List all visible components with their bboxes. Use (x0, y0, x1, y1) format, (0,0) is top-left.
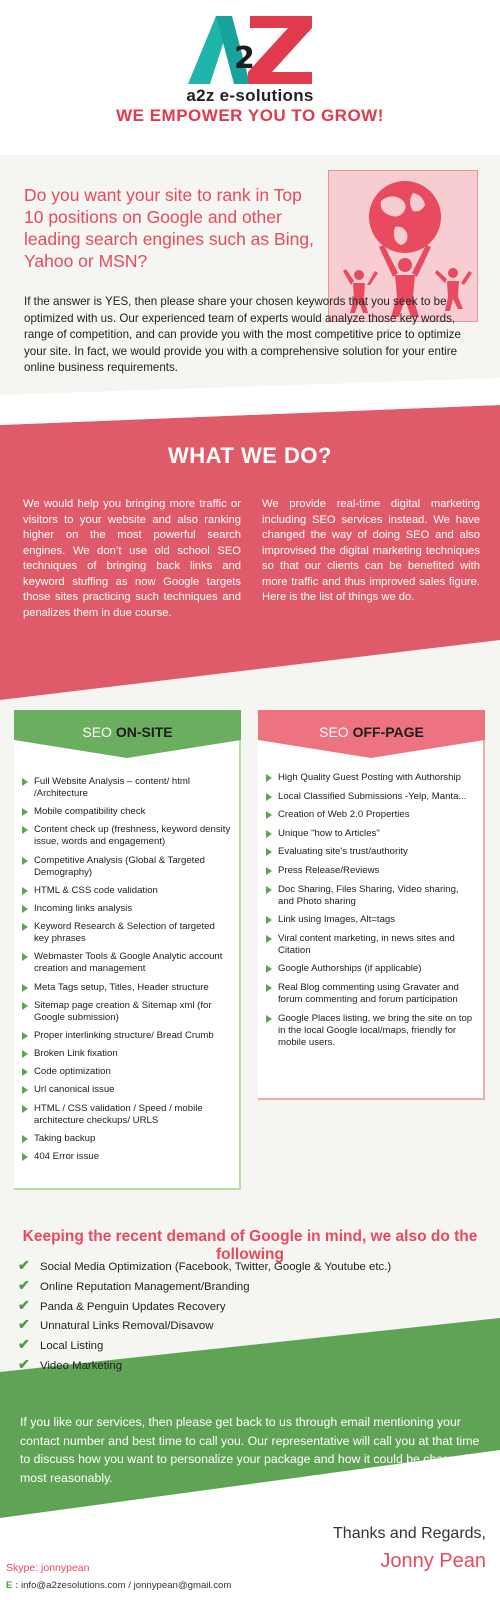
list-item-text: Google Places listing, we bring the site on top in the local Google local/maps, friendly for mobile users. (278, 1012, 473, 1048)
what-we-do-right: We provide real-time digital marketing including SEO services instead. We have changed the way of doing SEO and also improvised the digital marketing techniques so that our clients can be benefited with more traffic and thus improved sales figure. Here is the list of things we do. (262, 498, 480, 603)
checkmark-icon: ✔ (18, 1355, 30, 1372)
list-item-text: Unique "how to Articles" (278, 827, 380, 839)
seo-onsite-panel (14, 710, 241, 1190)
triangle-bullet-icon (266, 886, 272, 894)
tagline: WE EMPOWER YOU TO GROW! (116, 106, 384, 125)
offpage-heading (258, 724, 485, 740)
list-item (22, 1066, 232, 1078)
list-item-text: Mobile compatibility check (34, 806, 146, 818)
list-item (18, 1336, 458, 1353)
offpage-list (266, 772, 476, 1055)
list-item-text: Sitemap page creation & Sitemap xml (for Google submission) (34, 999, 212, 1023)
list-item (266, 933, 476, 957)
triangle-bullet-icon (22, 1105, 28, 1113)
list-item (266, 846, 476, 858)
list-item-text: Evaluating site's trust/authority (278, 846, 408, 858)
list-item-text: Unnatural Links Removal/Disavow (40, 1320, 214, 1333)
list-item (22, 951, 232, 975)
triangle-bullet-icon (266, 965, 272, 973)
list-item-text: HTML & CSS code validation (34, 884, 158, 896)
list-item (22, 1084, 232, 1096)
list-item-text: High Quality Guest Posting with Authorship (278, 772, 461, 783)
intro-body: If the answer is YES, then please share your chosen keywords that you seek to be optimized with us. Our experienced team of experts would analyze those key words, range of competition, and can provide you with the most competitive price to optimize your site. In fact, we would provide you with a comprehensive solution for your entire online business requirements. (24, 295, 461, 374)
list-item (266, 865, 476, 877)
triangle-bullet-icon (22, 905, 28, 913)
triangle-bullet-icon (22, 887, 28, 895)
list-item-text: Online Reputation Management/Branding (40, 1280, 250, 1293)
list-item (18, 1296, 458, 1314)
list-item-text: Url canonical issue (34, 1084, 115, 1096)
list-item (22, 921, 232, 945)
list-item-text: HTML / CSS validation / Speed / mobile architecture checkups/ URLS (34, 1102, 203, 1126)
triangle-bullet-icon (22, 923, 28, 931)
header (0, 0, 500, 155)
list-item (22, 1133, 232, 1145)
list-item (18, 1316, 458, 1333)
list-item (22, 824, 232, 848)
list-item-text: 404 Error issue (34, 1151, 100, 1162)
list-item-text: Press Release/Reviews (278, 864, 380, 876)
offpage-heading-accent: OFF-PAGE (352, 724, 424, 740)
list-item (266, 884, 476, 908)
demand-list (18, 1257, 458, 1379)
checkmark-icon: ✔ (18, 1276, 30, 1293)
list-item-text: Content check up (freshness, keyword density issue, words and engagement) (34, 824, 231, 848)
signer-name: Jonny Pean (380, 1550, 486, 1572)
checkmark-icon: ✔ (18, 1336, 30, 1353)
a2z-logo-icon (180, 10, 320, 90)
list-item-text: Code optimization (34, 1066, 111, 1078)
list-item (266, 828, 476, 840)
svg-text:2: 2 (234, 41, 255, 76)
triangle-bullet-icon (22, 984, 28, 992)
triangle-bullet-icon (22, 808, 28, 816)
contact-text: If you like our services, then please get back to us through email mentioning your contact number and best time to call you. Our representative will call you at that time to discuss how you want to personalize your package and how it could be charged most reasonably. (20, 1415, 480, 1485)
list-item-text: Local Classified Submissions -Yelp, Manta... (278, 790, 467, 802)
list-item-text: Meta Tags setup, Titles, Header structure (34, 981, 209, 993)
triangle-bullet-icon (22, 1002, 28, 1010)
list-item-text: Creation of Web 2.0 Properties (278, 809, 410, 821)
intro-title: Do you want your site to rank in Top 10 positions on Google and other leading search engines such as Bing, Yahoo or MSN? (24, 185, 314, 271)
email-contact (6, 1580, 231, 1591)
brand-name: a2z e-solutions (186, 86, 314, 105)
list-item-text: Google Authorships (if applicable) (278, 963, 422, 975)
list-item-text: Link using Images, Alt=tags (278, 914, 396, 926)
email-address[interactable]: info@a2zesolutions.com / jonnypean@gmail.com (20, 1580, 232, 1591)
list-item (22, 776, 232, 800)
list-item (22, 903, 232, 915)
list-item-text: Webmaster Tools & Google Analytic account creation and management (34, 951, 223, 975)
list-item-text: Keyword Research & Selection of targeted key phrases (34, 921, 215, 945)
triangle-bullet-icon (266, 811, 272, 819)
list-item-text: Real Blog commenting using Gravater and forum commenting and forum participation (278, 981, 459, 1005)
email-label: E : (6, 1580, 21, 1591)
list-item-text: Local Listing (40, 1340, 104, 1353)
triangle-bullet-icon (266, 1015, 272, 1023)
list-item (18, 1257, 458, 1274)
triangle-bullet-icon (22, 826, 28, 834)
seo-offpage-panel (258, 710, 485, 1100)
offpage-heading-prefix: SEO (319, 724, 353, 740)
triangle-bullet-icon (22, 857, 28, 865)
triangle-bullet-icon (22, 1153, 28, 1161)
triangle-bullet-icon (266, 793, 272, 801)
triangle-bullet-icon (22, 1050, 28, 1058)
list-item (22, 855, 232, 879)
list-item-text: Doc Sharing, Files Sharing, Video sharing, and Photo sharing (278, 883, 459, 907)
checkmark-icon: ✔ (18, 1316, 30, 1333)
list-item (266, 963, 476, 975)
list-item-text: Viral content marketing, in news sites and Citation (278, 932, 455, 956)
triangle-bullet-icon (266, 848, 272, 856)
what-we-do-left: We would help you bringing more traffic or visitors to your website and also ranking higher on the most powerful search engines. We don’t use old school SEO techniques of bringing back links and keyword stuffing as now Google targets those sites practicing such techniques and penalizes them in due course. (23, 498, 241, 619)
regards: Thanks and Regards, (333, 1525, 486, 1542)
triangle-bullet-icon (266, 935, 272, 943)
list-item (22, 1030, 232, 1042)
triangle-bullet-icon (266, 916, 272, 924)
triangle-bullet-icon (22, 778, 28, 786)
list-item (18, 1355, 458, 1373)
list-item (266, 1013, 476, 1049)
list-item (266, 982, 476, 1006)
triangle-bullet-icon (266, 984, 272, 992)
triangle-bullet-icon (22, 1086, 28, 1094)
onsite-heading (14, 724, 241, 740)
triangle-bullet-icon (266, 774, 272, 782)
list-item (18, 1276, 458, 1294)
list-item-text: Taking backup (34, 1132, 96, 1144)
list-item-text: Broken Link fixation (34, 1048, 118, 1060)
list-item (22, 982, 232, 994)
list-item-text: Panda & Penguin Updates Recovery (40, 1300, 226, 1313)
list-item (266, 809, 476, 821)
list-item-text: Video Marketing (40, 1359, 123, 1372)
onsite-heading-accent: ON-SITE (115, 724, 173, 740)
triangle-bullet-icon (22, 1032, 28, 1040)
onsite-heading-prefix: SEO (82, 724, 116, 740)
triangle-bullet-icon (22, 1068, 28, 1076)
triangle-bullet-icon (266, 830, 272, 838)
triangle-bullet-icon (22, 953, 28, 961)
checkmark-icon: ✔ (18, 1296, 30, 1313)
list-item (22, 806, 232, 818)
what-we-do-title: WHAT WE DO? (168, 443, 332, 468)
checkmark-icon: ✔ (18, 1257, 30, 1273)
triangle-bullet-icon (266, 867, 272, 875)
list-item-text: Incoming links analysis (34, 902, 133, 914)
demand-title: Keeping the recent demand of Google in mind, we also do the following (22, 1228, 478, 1263)
list-item (266, 772, 476, 784)
list-item (22, 1000, 232, 1024)
list-item (22, 1151, 232, 1163)
list-item (266, 914, 476, 926)
list-item (22, 1103, 232, 1127)
list-item-text: Social Media Optimization (Facebook, Twitter, Google & Youtube etc.) (40, 1261, 392, 1273)
list-item (266, 791, 476, 803)
skype-contact: Skype: jonnypean (6, 1562, 90, 1574)
triangle-bullet-icon (22, 1135, 28, 1143)
list-item (22, 1048, 232, 1060)
list-item-text: Full Website Analysis – content/ html /Architecture (34, 776, 191, 799)
list-item-text: Proper interlinking structure/ Bread Crumb (34, 1029, 214, 1041)
list-item (22, 885, 232, 897)
onsite-list (22, 776, 232, 1169)
list-item-text: Competitive Analysis (Global & Targeted Demography) (34, 854, 205, 878)
